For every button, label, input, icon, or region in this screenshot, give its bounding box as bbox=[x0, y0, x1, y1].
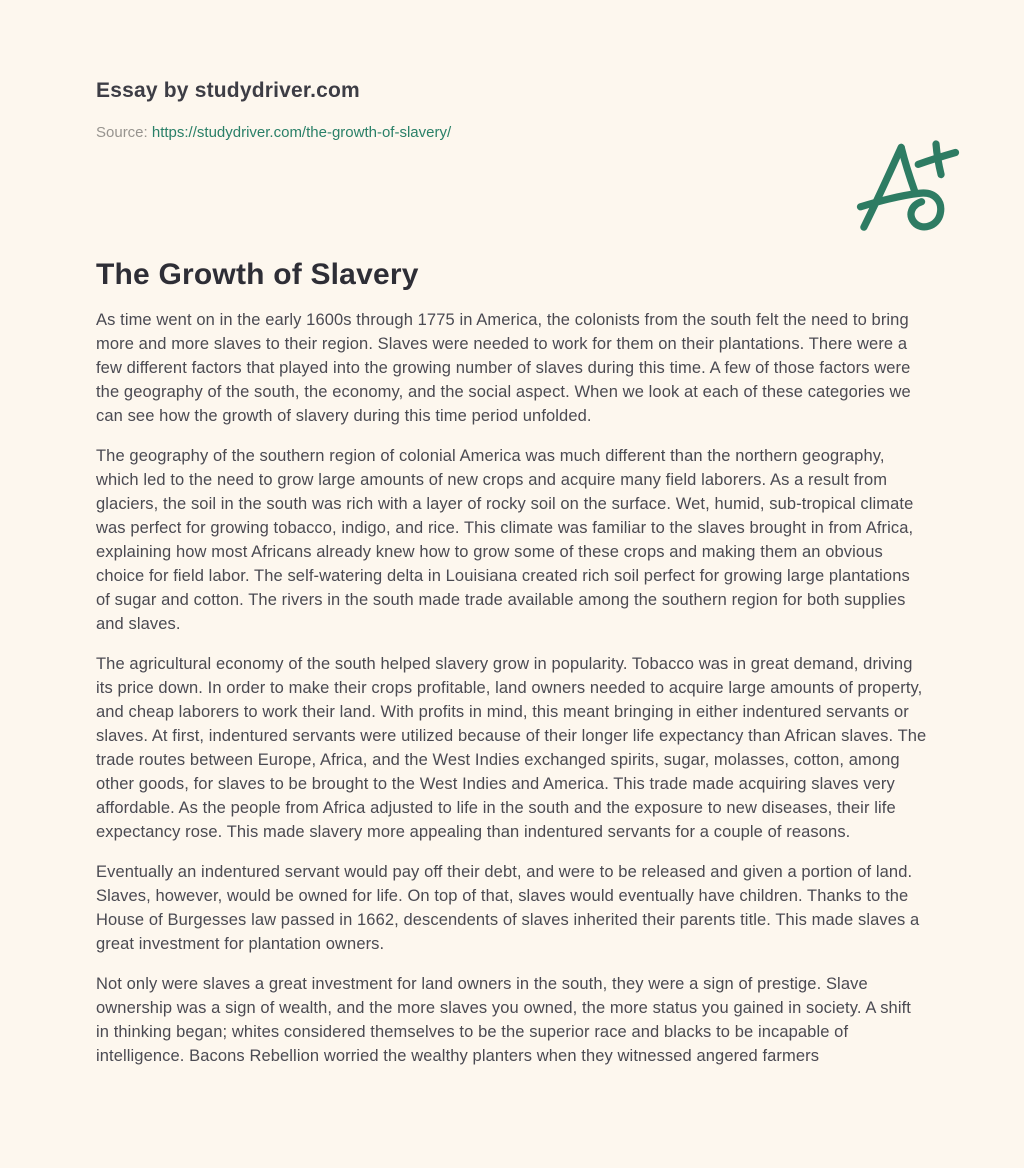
essay-body bbox=[96, 308, 928, 1068]
paragraph: Not only were slaves a great investment for land owners in the south, they were a sign of prestige. Slave ownership was a sign of wealth, and the more slaves you owned, the more status you gained in society. A shift in thinking began; whites considered themselves to be the superior race and blacks to be incapable of intelligence. Bacons Rebellion worried the wealthy planters when they witnessed angered farmers bbox=[96, 975, 911, 1065]
studydriver-logo bbox=[852, 138, 964, 240]
essay-title: The Growth of Slavery bbox=[96, 258, 419, 291]
source-line bbox=[96, 123, 928, 142]
page-header bbox=[96, 78, 928, 142]
paragraph: The agricultural economy of the south helped slavery grow in popularity. Tobacco was in great demand, driving its price down. In order to make their crops profitable, land owners needed to acquire large amounts of property, and cheap laborers to work their land. With profits in mind, this meant bringing in either indentured servants or slaves. At first, indentured servants were utilized because of their longer life expectancy than African slaves. The trade routes between Europe, Africa, and the West Indies exchanged spirits, sugar, molasses, cotton, among other goods, for slaves to be brought to the West Indies and America. This trade made acquiring slaves very affordable. As the people from Africa adjusted to life in the south and the exposure to new diseases, their life expectancy rose. This made slavery more appealing than indentured servants for a couple of reasons. bbox=[96, 655, 927, 841]
byline: Essay by studydriver.com bbox=[96, 79, 360, 102]
paragraph: Eventually an indentured servant would pay off their debt, and were to be released and given a portion of land. Slaves, however, would be owned for life. On top of that, slaves would eventually have children. Thanks to the House of Burgesses law passed in 1662, descendents of slaves inherited their parents title. This made slaves a great investment for plantation owners. bbox=[96, 863, 920, 953]
source-label: Source: bbox=[96, 124, 148, 141]
paragraph: The geography of the southern region of colonial America was much different than the northern geography, which led to the need to grow large amounts of new crops and acquire many field laborers. As a result from glaciers, the soil in the south was rich with a layer of rocky soil on the surface. Wet, humid, sub-tropical climate was perfect for growing tobacco, indigo, and rice. This climate was familiar to the slaves brought in from Africa, explaining how most Africans already knew how to grow some of these crops and making them an obvious choice for field labor. The self-watering delta in Louisiana created rich soil perfect for growing large plantations of sugar and cotton. The rivers in the south made trade available among the southern region for both supplies and slaves. bbox=[96, 447, 914, 633]
paragraph: As time went on in the early 1600s through 1775 in America, the colonists from the south felt the need to bring more and more slaves to their region. Slaves were needed to work for them on their plantations. There were a few different factors that played into the growing number of slaves during this time. A few of those factors were the geography of the south, the economy, and the social aspect. When we look at each of these categories we can see how the growth of slavery during this time period unfolded. bbox=[96, 311, 911, 425]
source-link[interactable]: https://studydriver.com/the-growth-of-slavery/ bbox=[151, 124, 452, 141]
document-page bbox=[0, 78, 1024, 1168]
essay-content bbox=[96, 258, 928, 1068]
a-plus-logo-icon bbox=[852, 138, 964, 240]
